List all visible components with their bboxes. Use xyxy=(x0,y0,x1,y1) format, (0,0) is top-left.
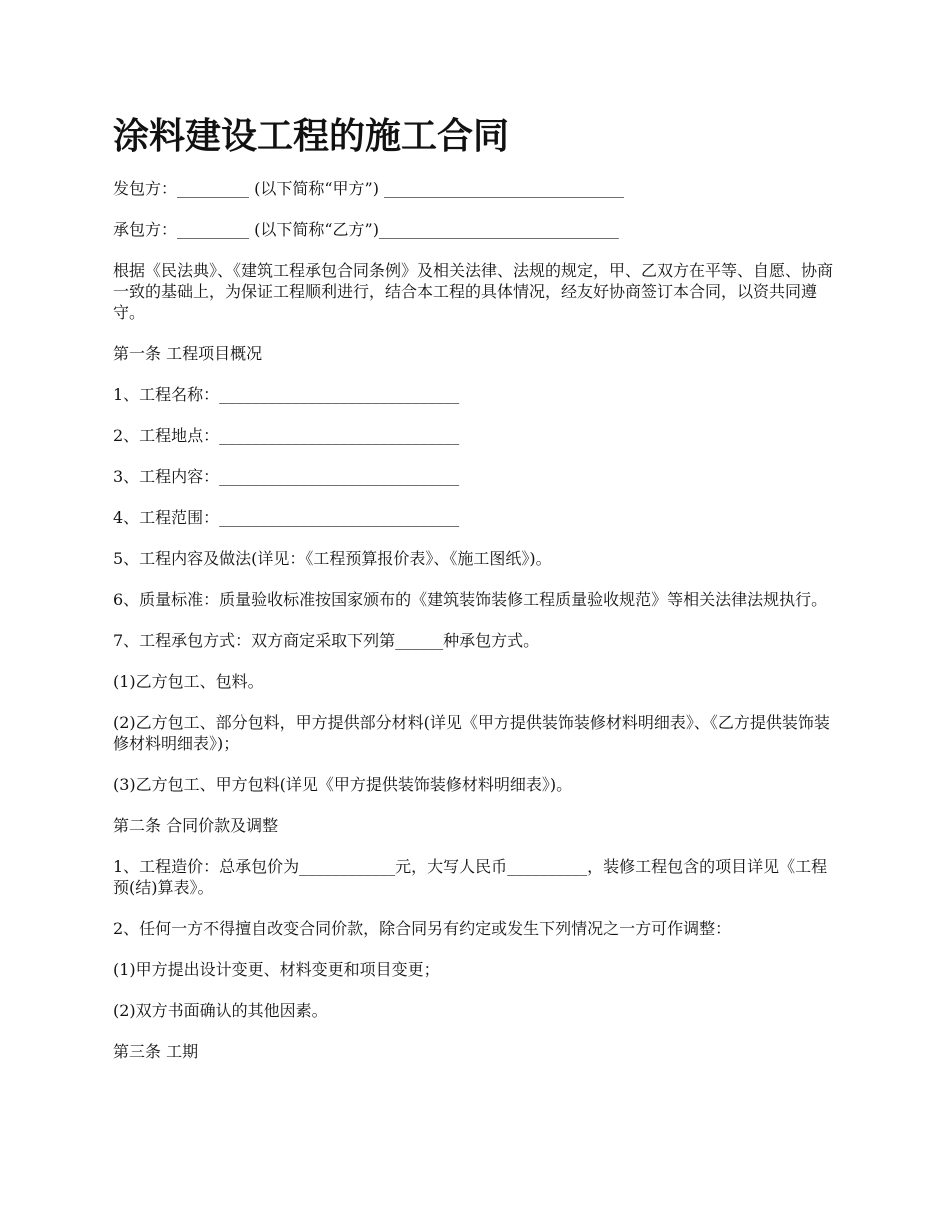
project-scope-line: 4、工程范围：______________________________ xyxy=(113,508,460,527)
quality-standard-paragraph: 6、质量标准：质量验收标准按国家颁布的《建筑装饰装修工程质量验收规范》等相关法律法规执行。 xyxy=(113,590,828,609)
party-b-line: 承包方：_________ (以下简称“乙方”)______________________________ xyxy=(113,220,619,239)
project-name-line: 1、工程名称：______________________________ xyxy=(113,385,460,404)
article-3-heading: 第三条 工期 xyxy=(113,1042,199,1061)
adjustment-case-2: (2)双方书面确认的其他因素。 xyxy=(113,1001,328,1020)
method-option-2: (2)乙方包工、部分包料，甲方提供部分材料(详见《甲方提供装饰装修材料明细表》、《乙方提供装饰装修材料明细表》)； xyxy=(113,713,830,753)
method-option-1: (1)乙方包工、包料。 xyxy=(113,672,264,691)
content-method-line: 5、工程内容及做法(详见：《工程预算报价表》、《施工图纸》)。 xyxy=(113,549,552,568)
document-title: 涂料建设工程的施工合同 xyxy=(113,115,510,157)
article-2-heading: 第二条 合同价款及调整 xyxy=(113,816,279,835)
document-page xyxy=(113,112,843,1082)
project-content-line: 3、工程内容：______________________________ xyxy=(113,467,460,486)
adjustment-case-1: (1)甲方提出设计变更、材料变更和项目变更； xyxy=(113,960,440,979)
preamble-paragraph: 根据《民法典》、《建筑工程承包合同条例》及相关法律、法规的规定，甲、乙双方在平等、自愿、协商一致的基础上，为保证工程顺利进行，结合本工程的具体情况，经友好协商签订本合同，以资共同遵守。 xyxy=(113,261,834,322)
party-a-line: 发包方：_________ (以下简称“甲方”) ______________________________ xyxy=(113,179,625,198)
contract-method-line: 7、工程承包方式：双方商定采取下列第______种承包方式。 xyxy=(113,631,540,650)
article-1-heading: 第一条 工程项目概况 xyxy=(113,344,263,363)
method-option-3: (3)乙方包工、甲方包料(详见《甲方提供装饰装修材料明细表》)。 xyxy=(113,775,573,794)
contract-price-paragraph: 1、工程造价：总承包价为____________元，大写人民币__________，装修工程包含的项目详见《工程预(结)算表》。 xyxy=(113,857,828,897)
project-location-line: 2、工程地点：______________________________ xyxy=(113,426,460,445)
price-adjustment-line: 2、任何一方不得擅自改变合同价款，除合同另有约定或发生下列情况之一方可作调整： xyxy=(113,919,732,938)
